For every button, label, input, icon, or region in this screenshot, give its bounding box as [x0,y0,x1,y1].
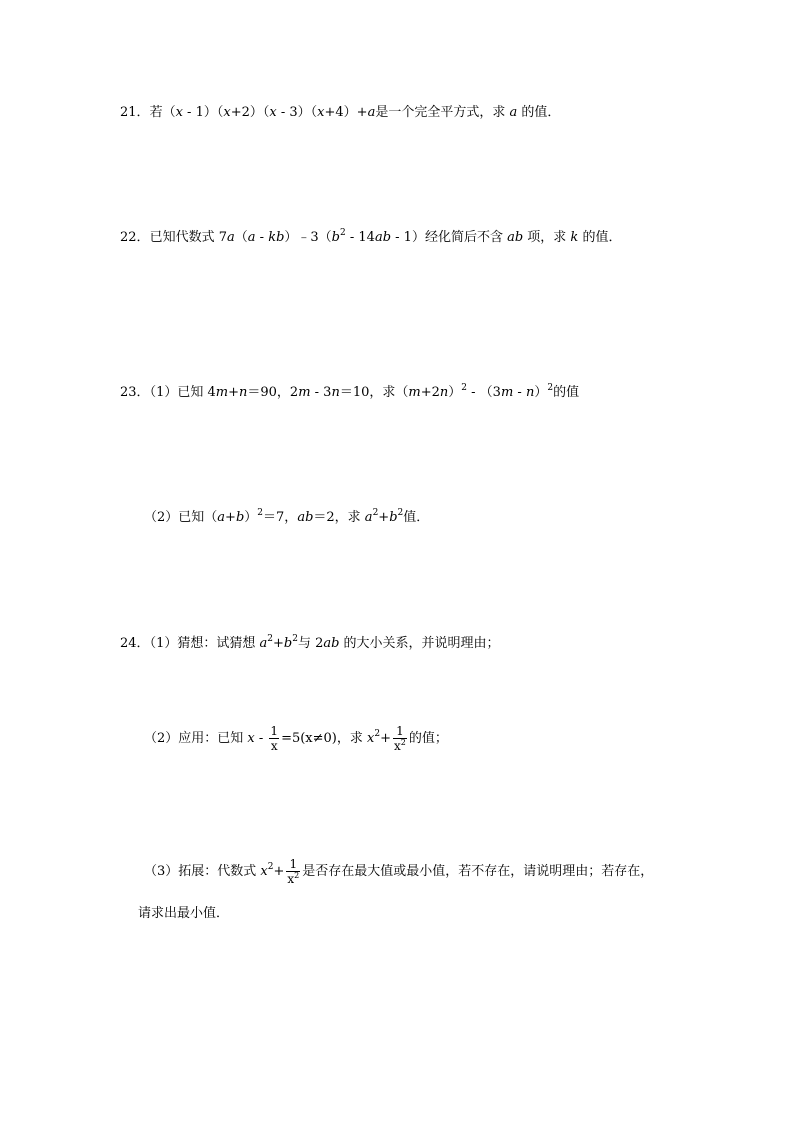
question-text: ） [534,385,548,400]
variable: m [500,385,514,400]
question-text: 的值； [408,731,448,746]
variable: n [238,385,248,400]
question-text: 是一个完全平方式，求 [375,105,510,120]
fraction-numerator: 1 [396,724,404,738]
question-text: - 3）（ [276,105,318,120]
question-text: - [255,230,269,245]
question-text: 值． [403,510,430,525]
question-text: + [378,510,390,525]
question-dot: ． [136,230,150,245]
exponent: 2 [267,862,274,872]
fraction [286,857,300,886]
variable: a [247,230,256,245]
question-text: 与 2 [297,636,324,651]
fraction-numerator: 1 [289,857,298,871]
question-text: ＝90，2 [247,385,299,400]
variable: ab [374,230,392,245]
question-text: （2）已知（ [144,510,218,525]
question-text: 的值． [578,230,622,245]
fraction-numerator: 1 [270,724,279,738]
question-text: + [272,636,284,651]
question-text: 是否存在最大值或最小值，若不存在，请说明理由；若存在， [302,864,654,879]
variable: n [331,385,340,400]
question-text: 项，求 [523,230,571,245]
variable: m [408,385,421,400]
question-text: （3）拓展：代数式 [144,864,261,879]
exponent: 2 [461,383,467,393]
variable: x [317,105,325,120]
question-text: +2 [420,385,440,400]
question-text: （1）已知 4 [149,385,216,400]
question-21 [120,103,560,123]
question-text: - [254,731,268,746]
question-number: 21 [120,105,137,120]
question-text: - （3 [467,385,501,400]
question-23-part-2 [144,508,429,528]
variable: b [235,510,245,525]
fraction-denominator: x [270,739,278,753]
question-text: ＝10，求（ [339,385,409,400]
question-22 [120,228,621,248]
question-text: - 1）（ [182,105,224,120]
variable: x [367,731,375,746]
exponent: 2 [340,228,346,238]
variable: kb [268,230,285,245]
variable: x [247,731,255,746]
variable: ab [507,230,524,245]
question-text: 的大小关系，并说明理由； [339,636,500,651]
question-text: + [380,731,391,746]
variable: x [260,864,268,879]
variable: a [509,105,518,120]
exponent: 2 [267,634,273,644]
variable: n [439,385,449,400]
denominator-variable: x [393,739,401,753]
variable: k [570,230,579,245]
variable: a [259,636,268,651]
question-24-part-3 [144,855,653,889]
variable: x [223,105,231,120]
question-24-part-2 [144,722,448,756]
question-number: 22 [120,230,137,245]
question-text: - 1）经化简后不含 [391,230,508,245]
question-text: （2）应用：已知 [144,731,248,746]
question-text: + [273,864,285,879]
fraction-denominator [286,872,300,886]
question-dot: ． [136,636,150,651]
question-text: ＝2，求 [313,510,365,525]
fraction-denominator [393,739,407,753]
question-24-part-1 [120,634,500,654]
fraction [269,724,279,753]
variable: b [331,230,340,245]
question-dot: ． [136,105,150,120]
question-text: +4）+ [324,105,368,120]
question-text: 若（ [149,105,176,120]
question-text: ） [244,510,258,525]
question-text: ＝7， [263,510,298,525]
question-text: + [225,510,236,525]
question-text: 的值． [517,105,561,120]
question-text: +2）（ [230,105,270,120]
question-23-part-1 [120,383,579,403]
question-text: 的值 [553,385,580,400]
exponent: 2 [397,508,404,518]
variable: x [175,105,183,120]
question-text: 请求出最小值． [138,906,230,921]
variable: a [217,510,226,525]
question-number: 23 [120,385,137,400]
variable: a [364,510,373,525]
question-text: - 14 [345,230,375,245]
variable: m [298,385,311,400]
variable: ab [323,636,340,651]
question-text: 已知代数式 7 [149,230,227,245]
exponent: 2 [294,871,300,880]
variable: x [269,105,277,120]
question-text: + [228,385,239,400]
exponent: 2 [374,729,381,739]
variable: m [215,385,229,400]
variable: ab [297,510,314,525]
denominator-variable: x [287,872,295,886]
variable: a [367,105,376,120]
question-number: 24 [120,636,137,651]
variable: b [283,636,293,651]
exponent: 2 [400,738,406,747]
question-text: - 3 [310,385,332,400]
fraction [393,724,407,753]
exponent: 2 [257,508,264,518]
question-text: ）﹣3（ [284,230,332,245]
question-text: =5(x≠0)，求 [281,731,367,746]
question-text: （1）猜想：试猜想 [149,636,260,651]
question-text: - [513,385,526,400]
variable: a [226,230,235,245]
question-text: （ [234,230,248,245]
question-dot: ． [136,385,150,400]
variable: b [389,510,398,525]
question-text: ） [448,385,462,400]
variable: n [525,385,535,400]
exponent: 2 [547,383,554,393]
exponent: 2 [292,634,298,644]
exponent: 2 [372,508,379,518]
question-24-part-3-continued [138,904,229,924]
